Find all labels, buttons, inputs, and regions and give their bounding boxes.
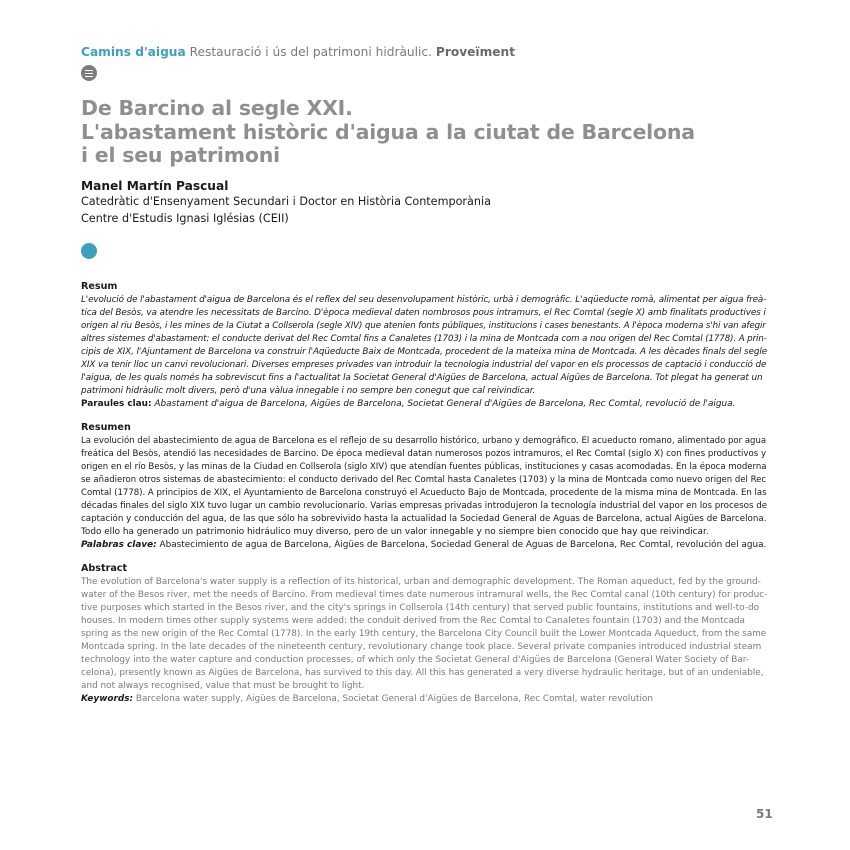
resumen-line: Comtal (1778). A principios de XIX, el Ayuntamiento de Barcelona construyó el Acueducto Bajo de Montcada, procedente de la misma mina de Montcada. En las (81, 488, 767, 499)
resumen-keywords (81, 539, 769, 552)
abstract-line: water of the Besos river, met the needs of Barcino. From medieval times date numerous intramural wells, the Rec Comtal canal (10th century) for produc- (81, 590, 768, 601)
resumen-section (81, 421, 769, 552)
abstract-heading: Abstract (81, 563, 128, 574)
abstract-line: spring as the new origin of the Rec Comtal (1778). In the early 19th century, the Barcelona City Council built the Lower Montcada Aqueduct, from the same (81, 629, 767, 640)
resumen-line: Todo ello ha generado un patrimonio hidráulico muy diverso, pero de un valor innegable y no siempre bien conocido que hay que reivindicar. (81, 527, 709, 538)
resumen-line: se añadieron otros sistemas de abastecimiento: el conducto derivado del Rec Comtal hasta Canaletes (1703) y la mina de Montcada como nuevo origen del Rec (81, 475, 767, 486)
resumen-line: captación y conducción del agua, de las que sólo ha sobrevivido hasta la actualidad la Sociedad General de Aguas de Barcelona, actual Aigües de Barcelona. (81, 514, 767, 525)
series-subtitle: Restauració i ús del patrimoni hidràulic. (189, 45, 433, 59)
abstract-keywords (81, 693, 769, 706)
resum-line: patrimoni hidràulic molt divers, però d'una vàlua innegable i no sempre ben conegut que cal reivindicar. (81, 386, 536, 397)
abstract-line: The evolution of Barcelona's water supply is a reflection of its historical, urban and demographic development. The Roman aqueduct, fed by the ground- (81, 577, 761, 587)
resum-line: L'evolució de l'abastament d'aigua de Barcelona és el reflex del seu desenvolupament històric, urbà i demogràfic. L'aqüeducte romà, alimentat per aigua freà- (81, 295, 767, 305)
resumen-heading: Resumen (81, 422, 131, 433)
abstract-line: celona), presently known as Aigües de Barcelona, has survived to this day. All this has generated a very diverse hydraulic heritage, but of an undeniable, (81, 668, 764, 679)
title-line-1: De Barcino al segle XXI. (81, 96, 353, 120)
author-affiliation-2: Centre d'Estudis Ignasi Iglésias (CEII) (81, 212, 289, 225)
resum-line: tica del Besòs, va atendre les necessitats de Barcino. D'època medieval daten nombrosos pous intramurs, el Rec Comtal (segle X) amb finalitats productives i (81, 308, 766, 319)
resum-line: altres sistemes d'abastament: el conducte derivat del Rec Comtal fins a Canaletes (1703) i la mina de Montcada com a nou origen del Rec Comtal (1778). A prin- (81, 334, 767, 345)
resumen-text (81, 435, 769, 539)
resum-keywords (81, 398, 769, 411)
article-title (81, 97, 695, 168)
abstract-line: technology into the water capture and conduction processes, of which only the Societat General d'Aigües de Barcelona (General Water Society of Bar- (81, 655, 750, 666)
abstract-line: and not always recognised, value that must be brought to light. (81, 681, 365, 692)
resumen-line: freática del Besòs, atendió las necesidades de Barcino. De época medieval datan numerosos pozos intramuros, el Rec Comtal (siglo X) con fines productivos y (81, 449, 767, 460)
menu-icon[interactable] (81, 65, 97, 81)
resum-line: origen al riu Besòs, i les mines de la Ciutat a Collserola (segle XIV) que atenien fonts públiques, institucions i cases benestants. A l'època moderna s'hi van afegir (81, 321, 766, 332)
resum-keywords-text: Abastament d'aigua de Barcelona, Aigües de Barcelona, Societat General d'Aigües de Barcelona, Rec Comtal, revolució de l'aigua. (154, 399, 736, 410)
author-affiliation-1: Catedràtic d'Ensenyament Secundari i Doctor en Història Contemporània (81, 195, 491, 208)
resumen-keywords-text: Abastecimiento de agua de Barcelona, Aigües de Barcelona, Sociedad General de Aguas de Barcelona, Rec Comtal, revolución del agua. (159, 540, 767, 551)
resumen-keywords-label: Palabras clave: (81, 540, 157, 551)
resum-line: XIX va tenir lloc un canvi revolucionari. Diverses empreses privades van introduir la tecnologia industrial del vapor en els processos de captació i conducció de (81, 360, 767, 371)
series-name: Camins d'aigua (81, 45, 186, 59)
section-name: Proveïment (435, 45, 516, 59)
resum-heading: Resum (81, 281, 118, 292)
title-line-3: i el seu patrimoni (81, 143, 280, 167)
accent-dot-icon (81, 243, 97, 259)
page-number: 51 (756, 807, 773, 821)
resum-line: l'aigua, de les quals només ha sobreviscut fins a l'actualitat la Societat General d'Aigües de Barcelona, actual Aigües de Barcelona. Tot plegat ha generat un (81, 373, 763, 384)
resum-keywords-label: Paraules clau: (81, 399, 152, 410)
author-name: Manel Martín Pascual (81, 179, 229, 193)
abstract-line: houses. In modern times other supply systems were added: the conduit derived from the Rec Comtal to Canaletes fountain (1703) and the Montcada (81, 616, 745, 627)
abstract-keywords-label: Keywords: (81, 694, 134, 705)
running-header (81, 45, 515, 59)
title-line-2: L'abastament històric d'aigua a la ciutat de Barcelona (81, 119, 695, 144)
abstract-line: Montcada spring. In the late decades of the nineteenth century, revolutionary change took place. Several private companies introduced industrial steam (81, 642, 762, 653)
abstract-keywords-text: Barcelona water supply, Aigües de Barcelona, Societat General d'Aigües de Barcelona, Rec Comtal, water revolution (135, 694, 654, 705)
abstract-line: tive purposes which started in the Besos river, and the city's springs in Collserola (14th century) that served public fountains, institutions and well-to-do (81, 603, 760, 614)
resum-line: cipis de XIX, l'Ajuntament de Barcelona va construir l'Aqüeducte Baix de Montcada, procedent de la mateixa mina de Montcada. A les dècades finals del segle (81, 347, 768, 358)
resum-section (81, 280, 769, 411)
resumen-line: origen en el río Besòs, y las minas de la Ciudad en Collserola (siglo XIV) que atendían fuentes públicas, instituciones y casas acomodadas. En la época moderna (81, 462, 767, 473)
resumen-line: La evolución del abastecimiento de agua de Barcelona es el reflejo de su desarrollo histórico, urbano y demográfico. El acueducto romano, alimentado por agua (81, 436, 767, 446)
resum-text (81, 294, 769, 398)
resumen-line: décadas finales del siglo XIX tuvo lugar un cambio revolucionario. Varias empresas privadas introdujeron la tecnología industrial del vapor en los procesos de (81, 501, 768, 512)
abstract-section (81, 562, 769, 706)
abstract-text (81, 576, 769, 693)
